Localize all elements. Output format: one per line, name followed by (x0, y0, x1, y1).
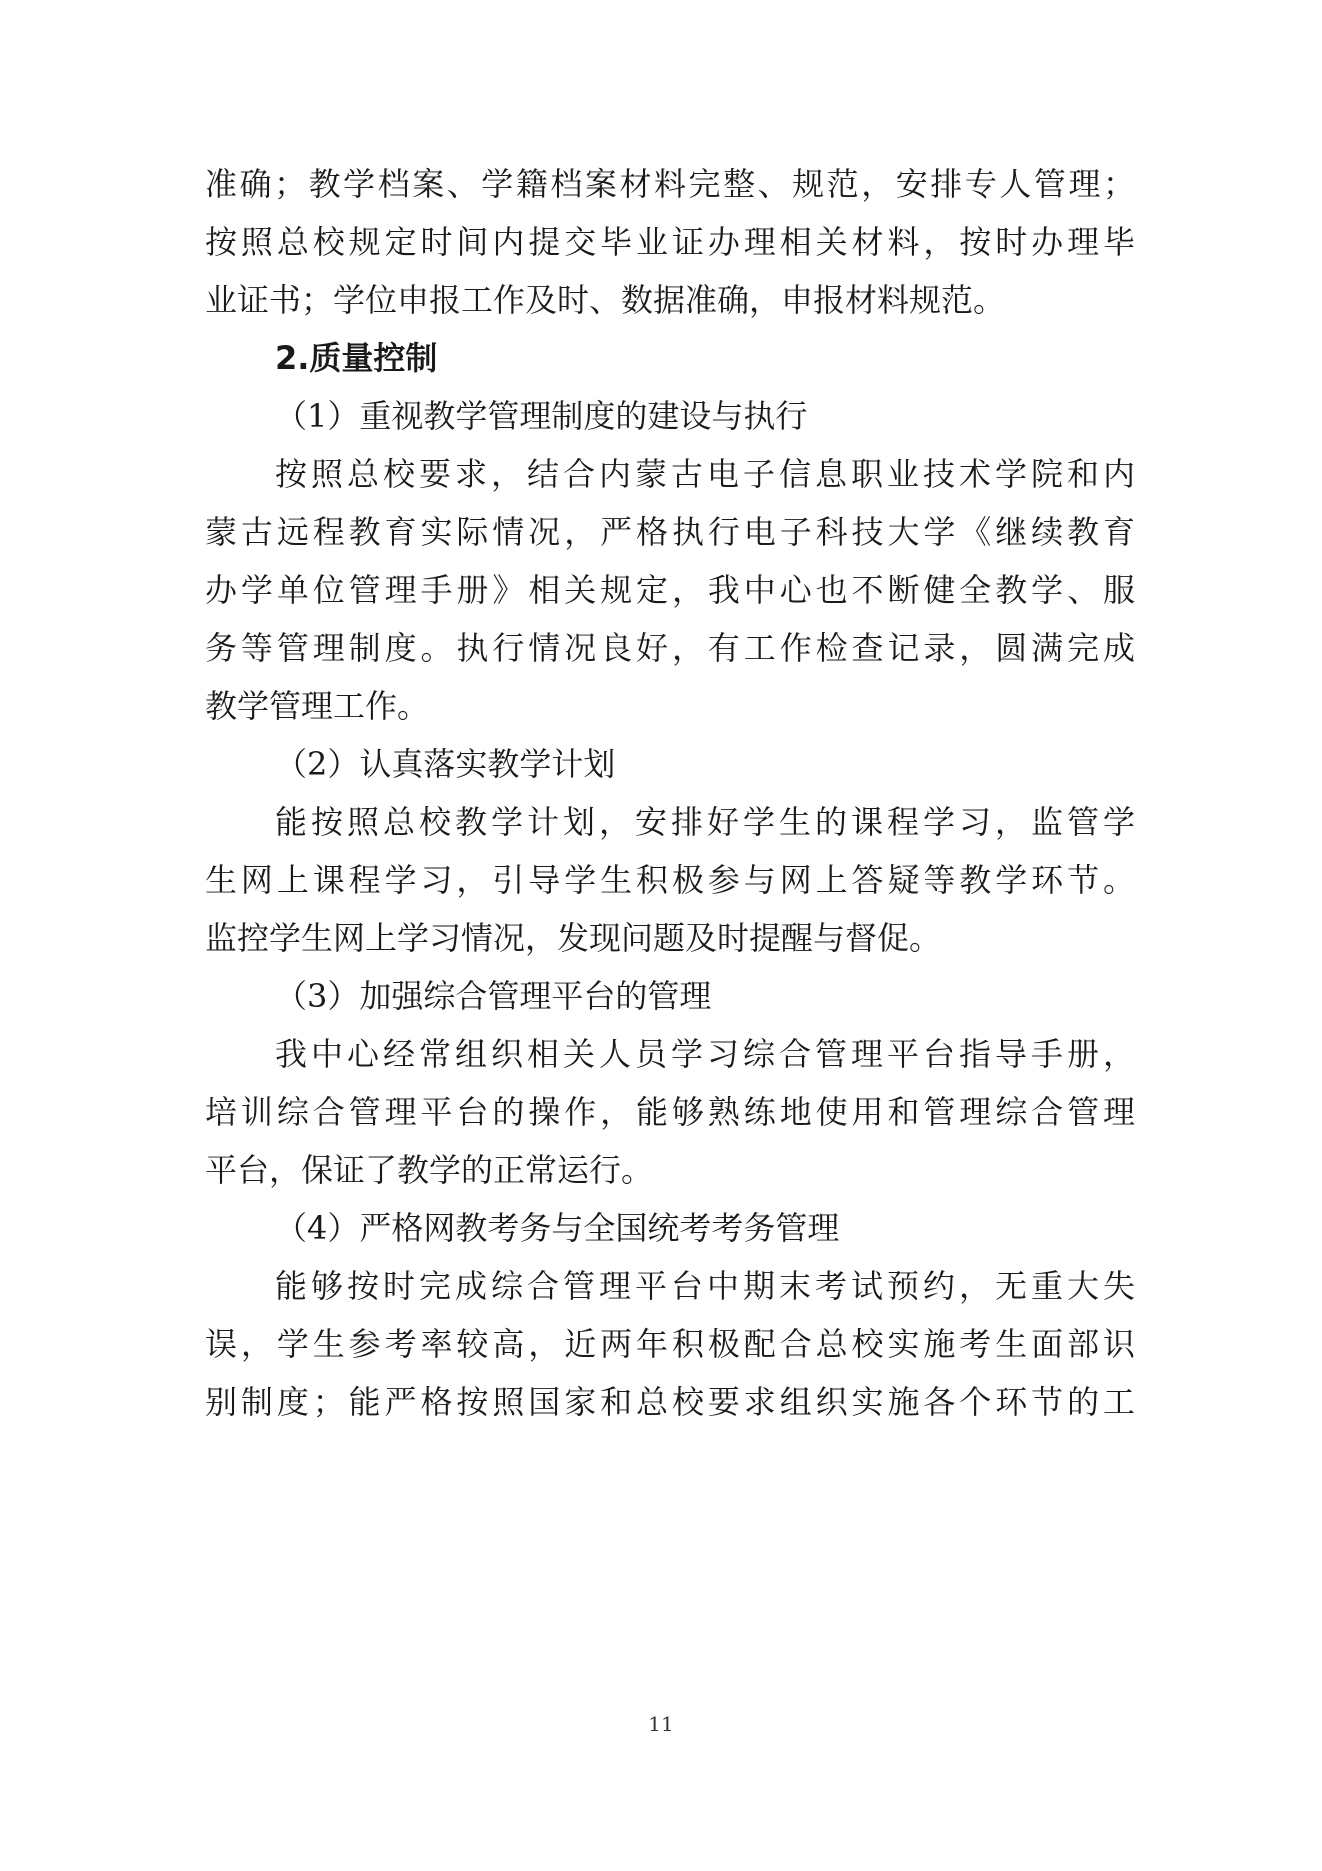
body-line: 监控学生网上学习情况，发现问题及时提醒与督促。 (205, 919, 942, 957)
body-line: 办学单位管理手册》相关规定，我中心也不断健全教学、服 (205, 571, 1135, 609)
body-line: 业证书；学位申报工作及时、数据准确，申报材料规范。 (205, 281, 1006, 319)
body-line: 能按照总校教学计划，安排好学生的课程学习，监管学 (275, 803, 1135, 841)
body-line: 能够按时完成综合管理平台中期末考试预约，无重大失 (275, 1267, 1135, 1305)
subsection-heading: （2）认真落实教学计划 (275, 745, 616, 783)
subsection-heading: （1）重视教学管理制度的建设与执行 (275, 397, 808, 435)
body-line: 准确；教学档案、学籍档案材料完整、规范，安排专人管理； (205, 165, 1135, 203)
page-number: 11 (648, 1712, 674, 1736)
subsection-heading: （3）加强综合管理平台的管理 (275, 977, 712, 1015)
body-line: 平台，保证了教学的正常运行。 (205, 1151, 654, 1189)
body-line: 蒙古远程教育实际情况，严格执行电子科技大学《继续教育 (205, 513, 1135, 551)
body-line: 我中心经常组织相关人员学习综合管理平台指导手册， (275, 1035, 1135, 1073)
body-line: 教学管理工作。 (205, 687, 430, 725)
body-line: 生网上课程学习，引导学生积极参与网上答疑等教学环节。 (205, 861, 1135, 899)
section-heading: 2.质量控制 (275, 339, 438, 377)
body-line: 按照总校要求，结合内蒙古电子信息职业技术学院和内 (275, 455, 1135, 493)
subsection-heading: （4）严格网教考务与全国统考考务管理 (275, 1209, 840, 1247)
body-line: 误，学生参考率较高，近两年积极配合总校实施考生面部识 (205, 1325, 1135, 1363)
body-line: 别制度；能严格按照国家和总校要求组织实施各个环节的工 (205, 1383, 1135, 1421)
body-line: 务等管理制度。执行情况良好，有工作检查记录，圆满完成 (205, 629, 1135, 667)
body-line: 按照总校规定时间内提交毕业证办理相关材料，按时办理毕 (205, 223, 1135, 261)
body-line: 培训综合管理平台的操作，能够熟练地使用和管理综合管理 (205, 1093, 1135, 1131)
